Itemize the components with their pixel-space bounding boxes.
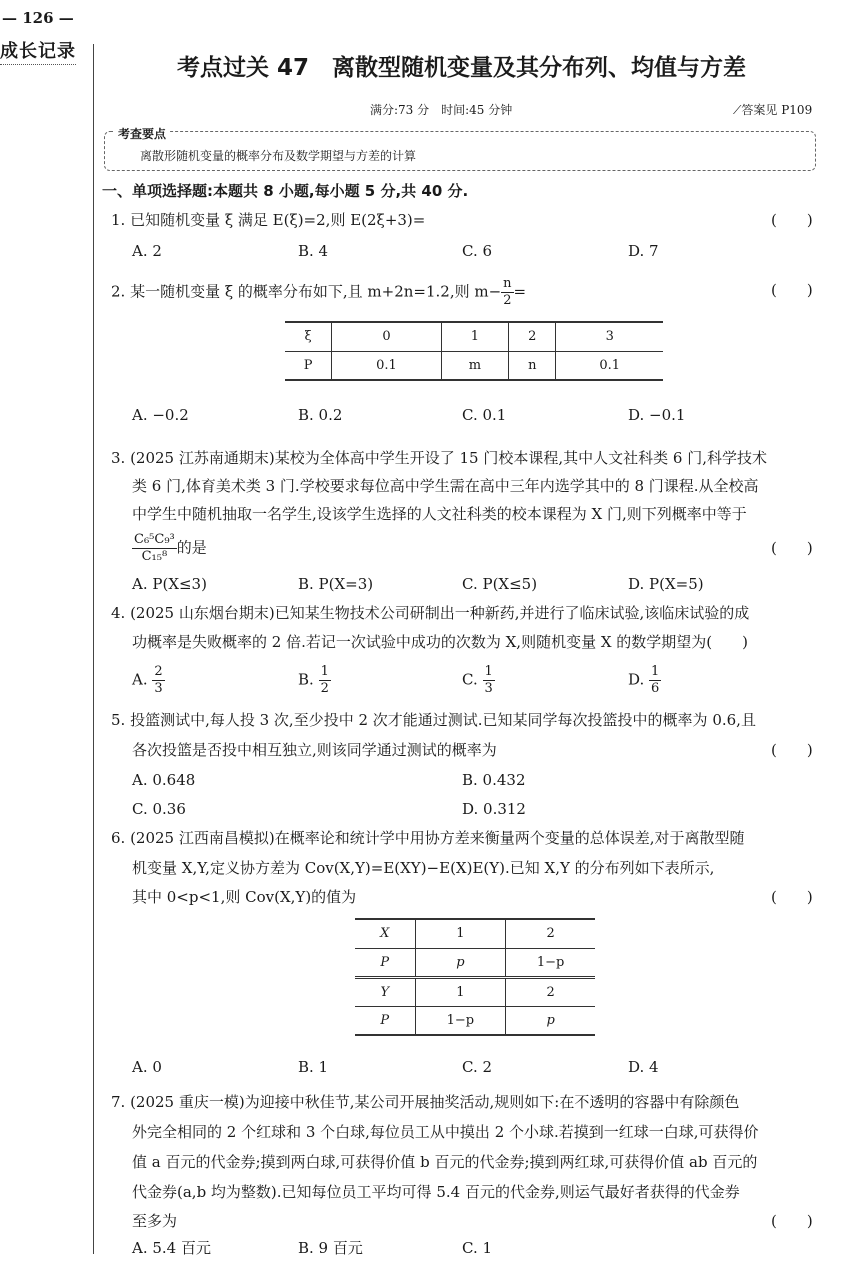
q7-line: 代金券(a,b 均为整数).已知每位员工平均可得 5.4 百元的代金券,则运气最好者获得的代金券: [132, 1183, 740, 1201]
q3-line: 3. (2025 江苏南通期末)某校为全体高中学生开设了 15 门校本课程,其中人文社科类 6 门,科学技术: [111, 449, 767, 467]
side-label: 成长记录: [0, 42, 76, 65]
obscured-region: [510, 1225, 740, 1265]
option: A. P(X≤3): [132, 575, 207, 593]
option: D. $\frac{1}{6}$: [628, 664, 660, 696]
option: D. 0.312: [462, 800, 526, 818]
option: B. 0.432: [462, 771, 526, 789]
q5-line: 5. 投篮测试中,每人投 3 次,至少投中 2 次才能通过测试.已知某同学每次投篮投中的概率为 0.6,且: [111, 711, 756, 729]
q7-line: 至多为: [132, 1212, 178, 1230]
q2-stem: 2. 某一随机变量 ξ 的概率分布如下,且 m+2n=1.2,则 m− $\frac{n}{2}$ =: [111, 276, 527, 308]
q6-line: 机变量 X,Y,定义协方差为 Cov(X,Y)=E(XY)−E(X)E(Y).已知 X,Y 的分布列如下表所示,: [132, 859, 715, 877]
answer-bracket: ( ): [771, 888, 813, 906]
answer-bracket: ( ): [771, 281, 813, 299]
margin-rule: [93, 44, 94, 1254]
option: C. $\frac{1}{3}$: [462, 664, 493, 696]
option: D. 7: [628, 242, 659, 260]
key-points-heading: 考查要点: [115, 124, 169, 144]
q6-line: 6. (2025 江西南昌模拟)在概率论和统计学中用协方差来衡量两个变量的总体误差,对于离散型随: [111, 829, 745, 847]
option: A. 2: [132, 242, 162, 260]
q7-line: 7. (2025 重庆一模)为迎接中秋佳节,某公司开展抽奖活动,规则如下:在不透明的容器中有除颜色: [111, 1093, 740, 1111]
q3-fraction-line: $\frac{\text{C₆⁵C₉³}}{\text{C₁₅⁸}}$ 的是: [134, 532, 207, 564]
option: C. 0.1: [462, 406, 507, 424]
option: C. 1: [462, 1239, 493, 1257]
option: B. $\frac{1}{2}$: [298, 664, 329, 696]
pencil-icon: ⟋: [733, 103, 742, 117]
option: A. 0.648: [132, 771, 196, 789]
q5-line: 各次投篮是否投中相互独立,则该同学通过测试的概率为: [132, 741, 497, 759]
answer-bracket: ( ): [771, 741, 813, 759]
option: D. 4: [628, 1058, 659, 1076]
q6-distribution-table: X 1 2 P p 1−p Y 1 2 P 1−p p: [355, 918, 595, 1036]
q2-distribution-table: ξ 0 1 2 3 P 0.1 m n 0.1: [285, 321, 663, 381]
key-points-text: 离散形随机变量的概率分布及数学期望与方差的计算: [140, 149, 417, 163]
q3-line: 类 6 门,体育美术类 3 门.学校要求每位高中学生需在高中三年内选学其中的 8 门课程.从全校高: [132, 477, 759, 495]
score-time: 满分:73 分 时间:45 分钟: [370, 103, 513, 117]
option: A. −0.2: [132, 406, 189, 424]
option: C. 2: [462, 1058, 493, 1076]
page-number: — 126 —: [2, 9, 74, 27]
q7-line: 值 a 百元的代金券;摸到两白球,可获得价值 b 百元的代金券;摸到两红球,可获得价值 ab 百元的: [132, 1153, 758, 1171]
q6-line: 其中 0<p<1,则 Cov(X,Y)的值为: [132, 888, 357, 906]
answer-bracket: ( ): [771, 539, 813, 557]
option: A. $\frac{2}{3}$: [132, 664, 163, 696]
q1-stem: 1. 已知随机变量 ξ 满足 E(ξ)=2,则 E(2ξ+3)=: [111, 211, 426, 229]
fraction: $\frac{n}{2}$: [503, 276, 512, 308]
answer-bracket: ( ): [771, 1212, 813, 1230]
q3-line: 中学生中随机抽取一名学生,设该学生选择的人文社科类的校本课程为 X 门,则下列概率中等于: [132, 505, 747, 523]
option: B. P(X=3): [298, 575, 374, 593]
option: D. −0.1: [628, 406, 686, 424]
option: A. 5.4 百元: [132, 1239, 211, 1257]
option: B. 1: [298, 1058, 329, 1076]
option: D. P(X=5): [628, 575, 704, 593]
option: B. 9 百元: [298, 1239, 363, 1257]
answer-reference: ⟋答案见 P109: [733, 103, 813, 117]
option: B. 0.2: [298, 406, 343, 424]
section-heading: 一、单项选择题:本题共 8 小题,每小题 5 分,共 40 分.: [102, 182, 469, 200]
answer-bracket: ( ): [771, 211, 813, 229]
q4-line: 4. (2025 山东烟台期末)已知某生物技术公司研制出一种新药,并进行了临床试验,该临床试验的成: [111, 604, 750, 622]
option: C. P(X≤5): [462, 575, 538, 593]
option: C. 6: [462, 242, 493, 260]
q4-line: 功概率是失败概率的 2 倍.若记一次试验中成功的次数为 X,则随机变量 X 的数学期望为( ): [132, 633, 748, 651]
page-title: 考点过关 47 离散型随机变量及其分布列、均值与方差: [177, 55, 747, 81]
option: B. 4: [298, 242, 329, 260]
option: A. 0: [132, 1058, 162, 1076]
q7-line: 外完全相同的 2 个红球和 3 个白球,每位员工从中摸出 2 个小球.若摸到一红球一白球,可获得价: [132, 1123, 759, 1141]
option: C. 0.36: [132, 800, 186, 818]
